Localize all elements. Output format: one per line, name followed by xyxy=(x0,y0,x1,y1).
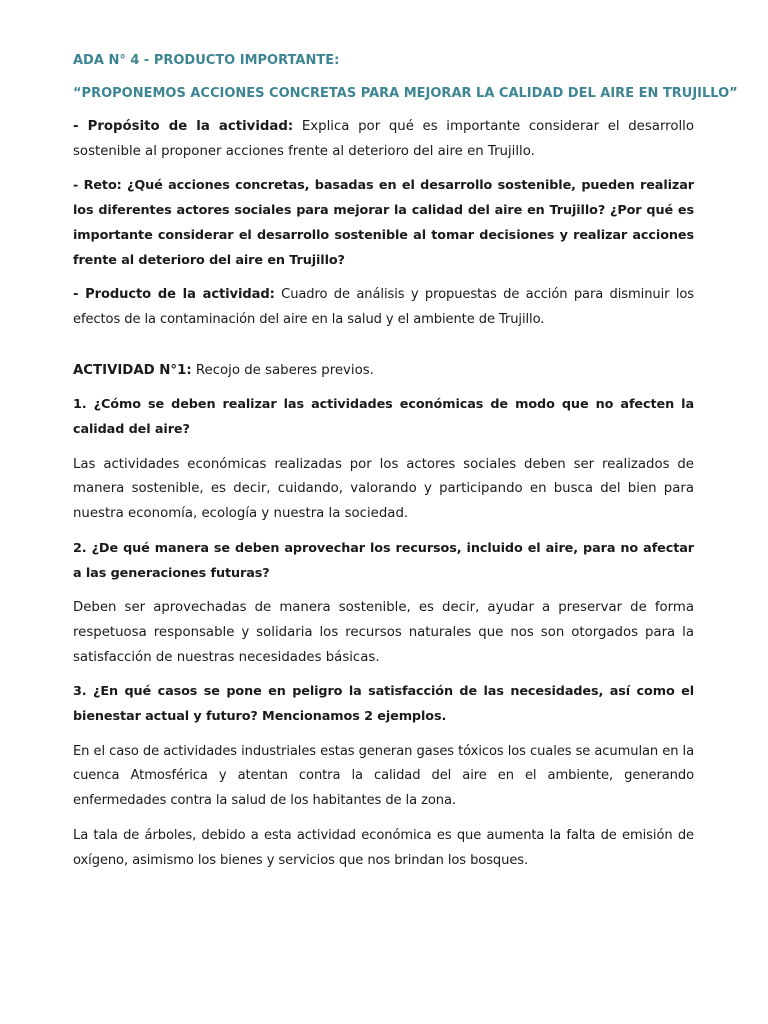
ada-title: ADA N° 4 - PRODUCTO IMPORTANTE: xyxy=(73,53,340,68)
question-1: 1. ¿Cómo se deben realizar las actividades económicas de modo que no afecten la calidad del aire? xyxy=(73,397,694,438)
proposito-label: - Propósito de la actividad: xyxy=(73,119,294,134)
answer-3a: En el caso de actividades industriales estas generan gases tóxicos los cuales se acumulan en la cuenca Atmosférica y atentan contra la calidad del aire en el ambiente, generando enfermedades contra la salud de los habitantes de la zona. xyxy=(73,743,694,809)
answer-1: Las actividades económicas realizadas por los actores sociales deben ser realizados de manera sostenible, es decir, cuidando, valorando y participando en busca del bien para nuestra economía, ecología y nuestra la sociedad. xyxy=(73,456,694,522)
document-page xyxy=(73,49,738,883)
answer-2: Deben ser aprovechadas de manera sostenible, es decir, ayudar a preservar de forma respetuosa responsable y solidaria los recursos naturales que nos son otorgados para la satisfacción de nuestras necesidades básicas. xyxy=(73,600,694,665)
activity-text: Recojo de saberes previos. xyxy=(191,362,374,378)
question-3: 3. ¿En qué casos se pone en peligro la satisfacción de las necesidades, así como el bienestar actual y futuro? Mencionamos 2 ejemplos. xyxy=(73,684,694,725)
activity-label: ACTIVIDAD N°1: xyxy=(73,362,192,378)
activity-heading xyxy=(73,359,694,384)
reto-paragraph: - Reto: ¿Qué acciones concretas, basadas en el desarrollo sostenible, pueden realizar los diferentes actores sociales para mejorar la calidad del aire en Trujillo? ¿Por qué es importante considerar el desarrollo sostenible al tomar decisiones y realizar acciones frente al deterioro del aire en Trujillo? xyxy=(73,178,694,268)
question-2: 2. ¿De qué manera se deben aprovechar los recursos, incluido el aire, para no afectar a las generaciones futuras? xyxy=(73,540,694,581)
answer-3b: La tala de árboles, debido a esta actividad económica es que aumenta la falta de emisión de oxígeno, asimismo los bienes y servicios que nos brindan los bosques. xyxy=(73,827,694,868)
producto-label: - Producto de la actividad: xyxy=(73,287,275,303)
proposito-text: Explica por qué es importante considerar el desarrollo sostenible al proponer acciones frente al deterioro del aire en Trujillo. xyxy=(73,119,695,159)
proposito-paragraph xyxy=(73,115,694,164)
main-title: “PROPONEMOS ACCIONES CONCRETAS PARA MEJORAR LA CALIDAD DEL AIRE EN TRUJILLO” xyxy=(73,86,738,101)
producto-text: Cuadro de análisis y propuestas de acción para disminuir los efectos de la contaminación del aire en la salud y el ambiente de Trujillo. xyxy=(73,287,694,327)
producto-paragraph xyxy=(73,283,694,332)
